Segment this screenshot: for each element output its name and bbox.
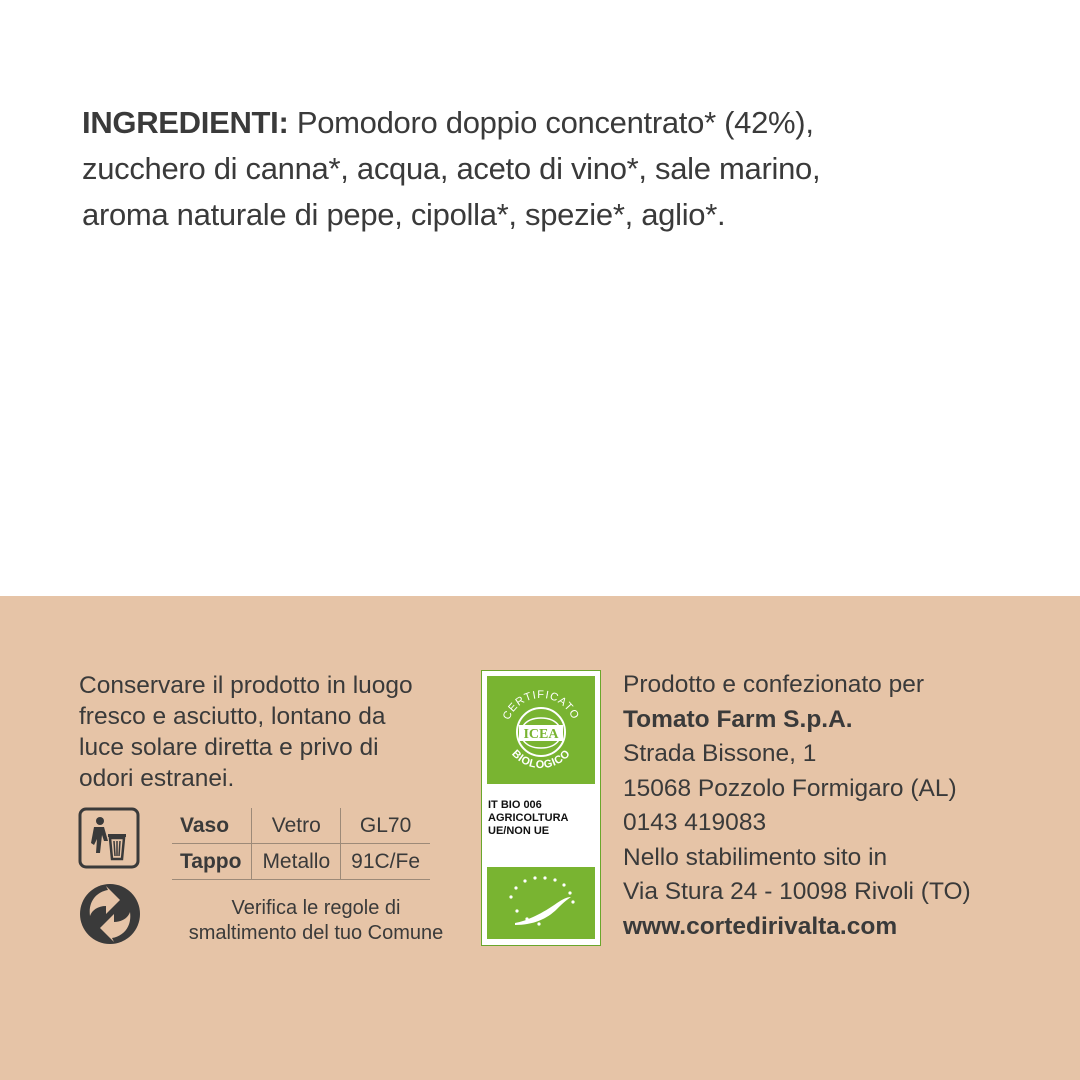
producer-address-2: 15068 Pozzolo Formigaro (AL) [623,774,957,802]
packaging-item: Tappo [172,844,252,880]
ingredients-text [82,100,982,238]
icea-center-text: ICEA [523,727,559,742]
green-dot-recycle-icon [78,882,142,946]
disposal-note [160,896,472,946]
producer-company: Tomato Farm S.p.A. [623,705,853,733]
cert-code-line-1: IT BIO 006 [488,799,542,811]
ingredients-line-3: aroma naturale di pepe, cipolla*, spezie*, aglio*. [82,197,726,232]
producer-intro: Prodotto e confezionato per [623,671,925,698]
ingredients-line-1: Pomodoro doppio concentrato* (42%), [288,105,814,140]
packaging-code: 91C/Fe [341,844,430,880]
plant-address: Via Stura 24 - 10098 Rivoli (TO) [623,878,971,905]
table-row [172,844,430,880]
packaging-material: Metallo [252,844,341,880]
packaging-table [172,808,430,880]
eu-organic-leaf-icon [487,867,595,939]
cert-code-line-3: UE/NON UE [488,825,550,837]
organic-certification-box [481,670,601,946]
disposal-line-2: smaltimento del tuo Comune [188,922,444,944]
disposal-line-1: Verifica le regole di [231,897,401,919]
packaging-item: Vaso [172,808,252,844]
icea-ring-top: CERTIFICATO [500,688,582,722]
svg-text:BIOLOGICO [509,748,573,771]
storage-line-3: luce solare diretta e privo di [79,734,379,761]
plant-intro: Nello stabilimento sito in [623,843,888,871]
website-link[interactable]: www.cortedirivalta.com [623,912,898,940]
icea-ring-bottom: BIOLOGICO [509,747,573,772]
storage-line-4: odori estranei. [79,765,235,792]
certification-code [488,799,596,838]
table-row [172,808,430,844]
packaging-material: Vetro [252,808,341,844]
packaging-code: GL70 [341,808,430,844]
producer-info [623,668,1043,944]
storage-line-2: fresco e asciutto, lontano da [79,703,386,730]
cert-code-line-2: AGRICOLTURA [488,812,569,824]
producer-phone: 0143 419083 [623,809,767,836]
storage-line-1: Conservare il prodotto in luogo [79,672,413,699]
producer-address-1: Strada Bissone, 1 [623,740,817,767]
trash-bin-icon [78,807,140,869]
icea-logo [487,676,595,784]
ingredients-line-2: zucchero di canna*, acqua, aceto di vino*, sale marino, [82,151,821,186]
svg-text:CERTIFICATO [501,689,582,722]
ingredients-label: INGREDIENTI: [82,105,289,140]
storage-instructions [79,670,479,794]
